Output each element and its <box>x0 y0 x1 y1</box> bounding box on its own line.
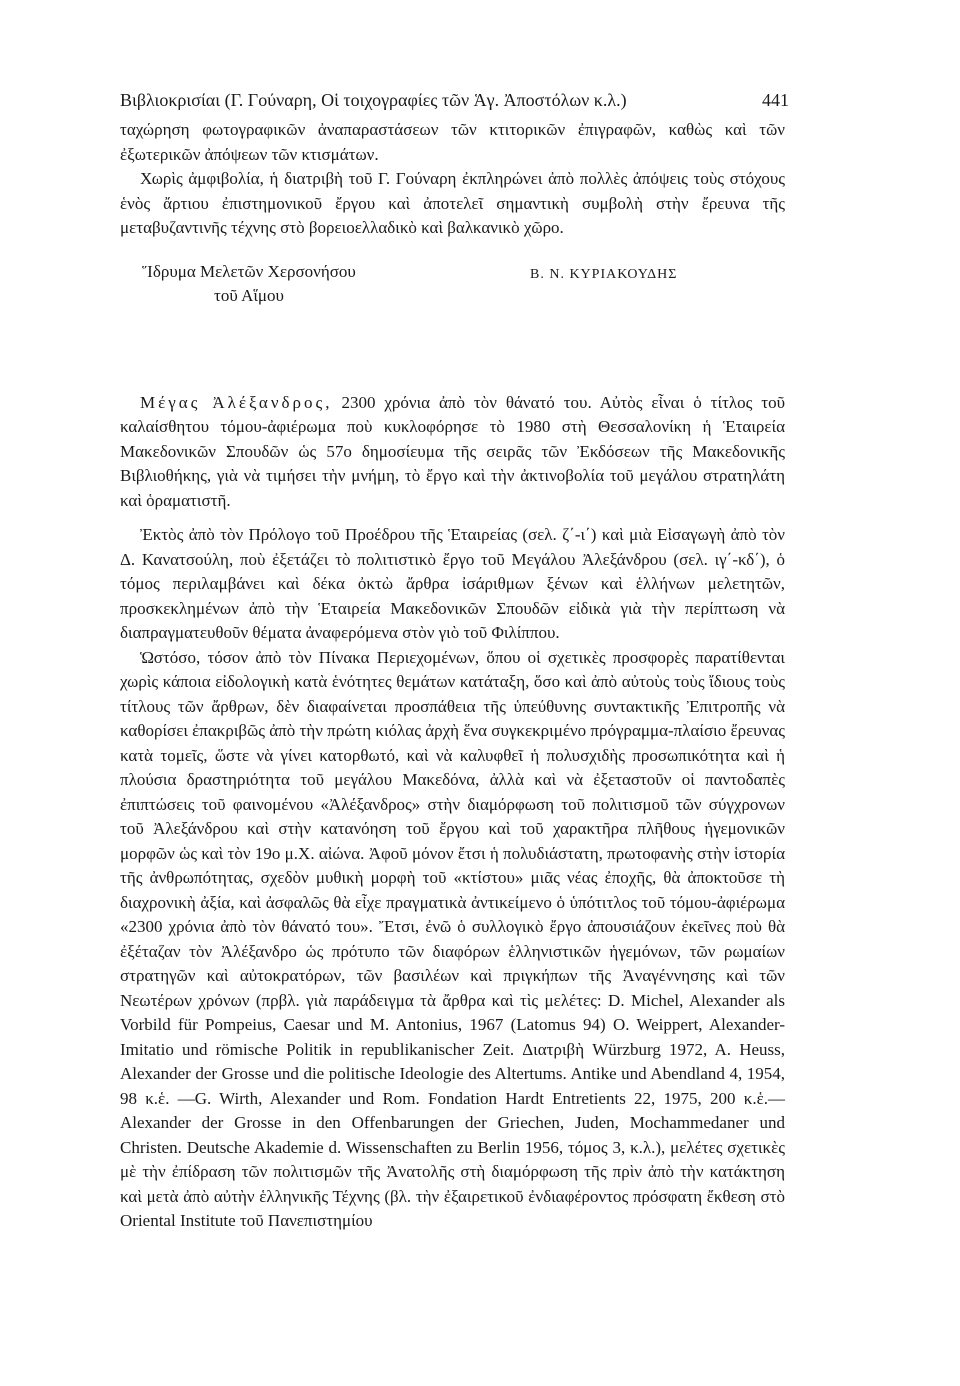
review2-paragraph-3: Ὡστόσο, τόσον ἀπὸ τὸν Πίνακα Περιεχομένων, ὅπου οἱ σχετικὲς προσφορὲς παρατίθενται χωρὶς κάποια εἰδολογικὴ κατὰ ἑνότητες θεμάτων κατάταξη, ὅσο καὶ ἀπὸ αὐτοὺς τοὺς ἴδιους τοὺς τίτλους τῶν ἄρθρων, δὲν διαφαίνεται προσπάθεια τῆς ὑπεύθυνης συντακτικῆς Ἐπιτροπῆς νὰ καθορίσει ἐπακριβῶς ἀπὸ τὴν πρώτη κιόλας ἀρχὴ ἕνα συγκεκριμένο πρόγραμμα-πλαίσιο ἔρευνας κατὰ τομεῖς, ὥστε νὰ γίνει κατορθωτό, καὶ νὰ καλυφθεῖ ἡ πολυσχιδὴς προσωπικότητα καὶ ἡ πλούσια δραστηριότητα τοῦ μεγάλου Μακεδόνα, ἀλλὰ καὶ νὰ ἐξεταστοῦν οἱ παντοδαπὲς ἐπιπτώσεις τοῦ φαινομένου «Ἀλέξανδρος» στὴν διαμόρφωση τοῦ πολιτισμοῦ τῶν σύγχρονων τοῦ Ἀλεξάνδρου καὶ στὴν κατανόηση τοῦ ἔργου καὶ τοῦ χαρακτῆρα πλῆθους ἡγεμονικῶν μορφῶν ὡς καὶ τὸν 19ο μ.Χ. αἰώνα. Ἀφοῦ μόνον ἔτσι ἡ πολυδιάστατη, πρωτοφανὴς στὴν ἱστορία τῆς ἀνθρωπότητας, σχεδὸν μυθικὴ μορφὴ τοῦ «κτίστου» μιᾶς νέας ἐποχῆς, θὰ ἀποκτοῦσε τὴ διαχρονικὴ ἀξία, καὶ ἀσφαλῶς θὰ εἶχε πραγματικὰ ἀντικείμενο ὁ ὑπότιτλος τοῦ τόμου-ἀφιέρωμα «2300 χρόνια ἀπὸ τὸν θάνατό του». Ἔτσι, ἐνῶ ὁ συλλογικὸ ἔργο ἀπουσιάζουν ἐκεῖνες ποὺ θὰ ἐξέταζαν τὸν Ἀλέξανδρο ὡς πρότυπο τῶν διαφόρων ἑλληνιστικῶν ἡγεμόνων, τῶν ρωμαίων στρατηγῶν καὶ αὐτοκρατόρων, τῶν βασιλέων καὶ πριγκήπων τῆς Ἀναγέννησης καὶ τῶν Νεωτέρων χρόνων (πρβλ. γιὰ παράδειγμα τὰ ἄρθρα καὶ τὶς μελέτες: D. Michel, Alexander als Vorbild für Pompeius, Caesar und M. Antonius, 1967 (Latomus 94) O. Weippert, Alexander-Imitatio und römische Politik in republikanischer Zeit. Διατριβὴ Würzburg 1972, A. Heuss, Alexander der Grosse und die politische Ideologie des Altertums. Antike und Abendland 4, 1954, 98 κ.ἑ. —G. Wirth, Alexander und Rom. Fondation Hardt Entretients 22, 1975, 200 κ.ἑ.— Alexander der Grosse in den Offenbarungen der Griechen, Juden, Mochammedaner und Christen. Deutsche Akademie d. Wissenschaften zu Berlin 1956, τόμος 3, κ.λ.), μελέτες σχετικὲς μὲ τὴν ἐπίδραση τῶν πολιτισμῶν τῆς Ἀνατολῆς στὴ διαμόρφωση τῆς πρὶν ἀπὸ τὴν κατάκτηση καὶ μετὰ ἀπὸ αὐτὴν ἑλληνικῆς Τέχνης (βλ. τὴν ἐξαιρετικοῦ ἐνδιαφέροντος πρόσφατη ἔκθεση στὸ Oriental Institute τοῦ Πανεπιστημίου <box>120 647 785 1230</box>
institution <box>120 260 378 308</box>
review2-paragraph-1-text: 2300 χρόνια ἀπὸ τὸν θάνατό του. Αὐτὸς εἶναι ὁ τίτλος τοῦ καλαίσθητου τόμου-ἀφιέρωμα ποὺ κυκλοφόρησε τὸ 1980 στὴ Θεσσαλονίκη ἡ Ἑταιρεία Μακεδονικῶν Σπουδῶν ὡς 57ο δημοσίευμα τῆς σειρᾶς τῶν Ἐκδόσεων τῆς Μακεδονικῆς Βιβλιοθήκης, γιὰ νὰ τιμήσει τὴν μνήμη, τὸ ἔργο καὶ τὴν ἀκτινοβολία τοῦ μεγάλου στρατηλάτη καὶ ὁραματιστῆ. <box>120 392 785 510</box>
review2-paragraph-1 <box>120 391 785 514</box>
institution-line-2: τοῦ Αἵμου <box>214 285 284 305</box>
review1-paragraph-2: Χωρὶς ἀμφιβολία, ἡ διατριβὴ τοῦ Γ. Γούναρη ἐκπληρώνει ἀπὸ πολλὲς ἀπόψεις τοὺς στόχους ἑνὸς ἄρτιου ἐπιστημονικοῦ ἔργου καὶ ἀποτελεῖ σημαντικὴ συμβολὴ στὴν ἔρευνα τῆς μεταβυζαντινῆς τέχνης στὸ βορειοελλαδικὸ καὶ βαλκανικὸ χῶρο. <box>120 169 785 237</box>
institution-line-1: Ἵδρυμα Μελετῶν Χερσονήσου <box>142 261 356 281</box>
page <box>120 88 789 1234</box>
review1-paragraph-1: ταχώρηση φωτογραφικῶν ἀναπαραστάσεων τῶν κτιτορικῶν ἐπιγραφῶν, καθὼς καὶ τῶν ἐξωτερικῶν ἀπόψεων τῶν κτισμάτων. <box>120 120 785 164</box>
review2-paragraph-2: Ἐκτὸς ἀπὸ τὸν Πρόλογο τοῦ Προέδρου τῆς Ἑταιρείας (σελ. ζ΄-ι΄) καὶ μιὰ Εἰσαγωγὴ ἀπὸ τὸν Δ. Κανατσούλη, ποὺ ἐξετάζει τὸ πολιτιστικὸ ἔργο τοῦ Μεγάλου Ἀλεξάνδρου (σελ. ιγ΄-κδ΄), ὁ τόμος περιλαμβάνει καὶ δέκα ὀκτὼ ἄρθρα ἰσάριθμων ξένων καὶ ἑλλήνων μελετητῶν, προσκεκλημένων ἀπὸ τὴν Ἑταιρεία Μακεδονικῶν Σπουδῶν εἰδικὰ γιὰ τὴν περίπτωση νὰ διαπραγματευθοῦν θέματα ἀναφερόμενα στὸν γιὸ τοῦ Φιλίππου. <box>120 525 785 642</box>
review1-signature <box>120 260 785 314</box>
book-title: Μέγας Ἀλέξανδρος, <box>140 392 333 412</box>
running-head-title: Βιβλιοκρισίαι (Γ. Γούναρη, Οἱ τοιχογραφίες τῶν Ἁγ. Ἀποστόλων κ.λ.) <box>120 90 627 110</box>
running-head <box>120 88 789 112</box>
review2 <box>120 391 785 1234</box>
page-number: 441 <box>762 90 789 110</box>
author-name: Β. Ν. ΚΥΡΙΑΚΟΥΔΗΣ <box>530 266 678 282</box>
